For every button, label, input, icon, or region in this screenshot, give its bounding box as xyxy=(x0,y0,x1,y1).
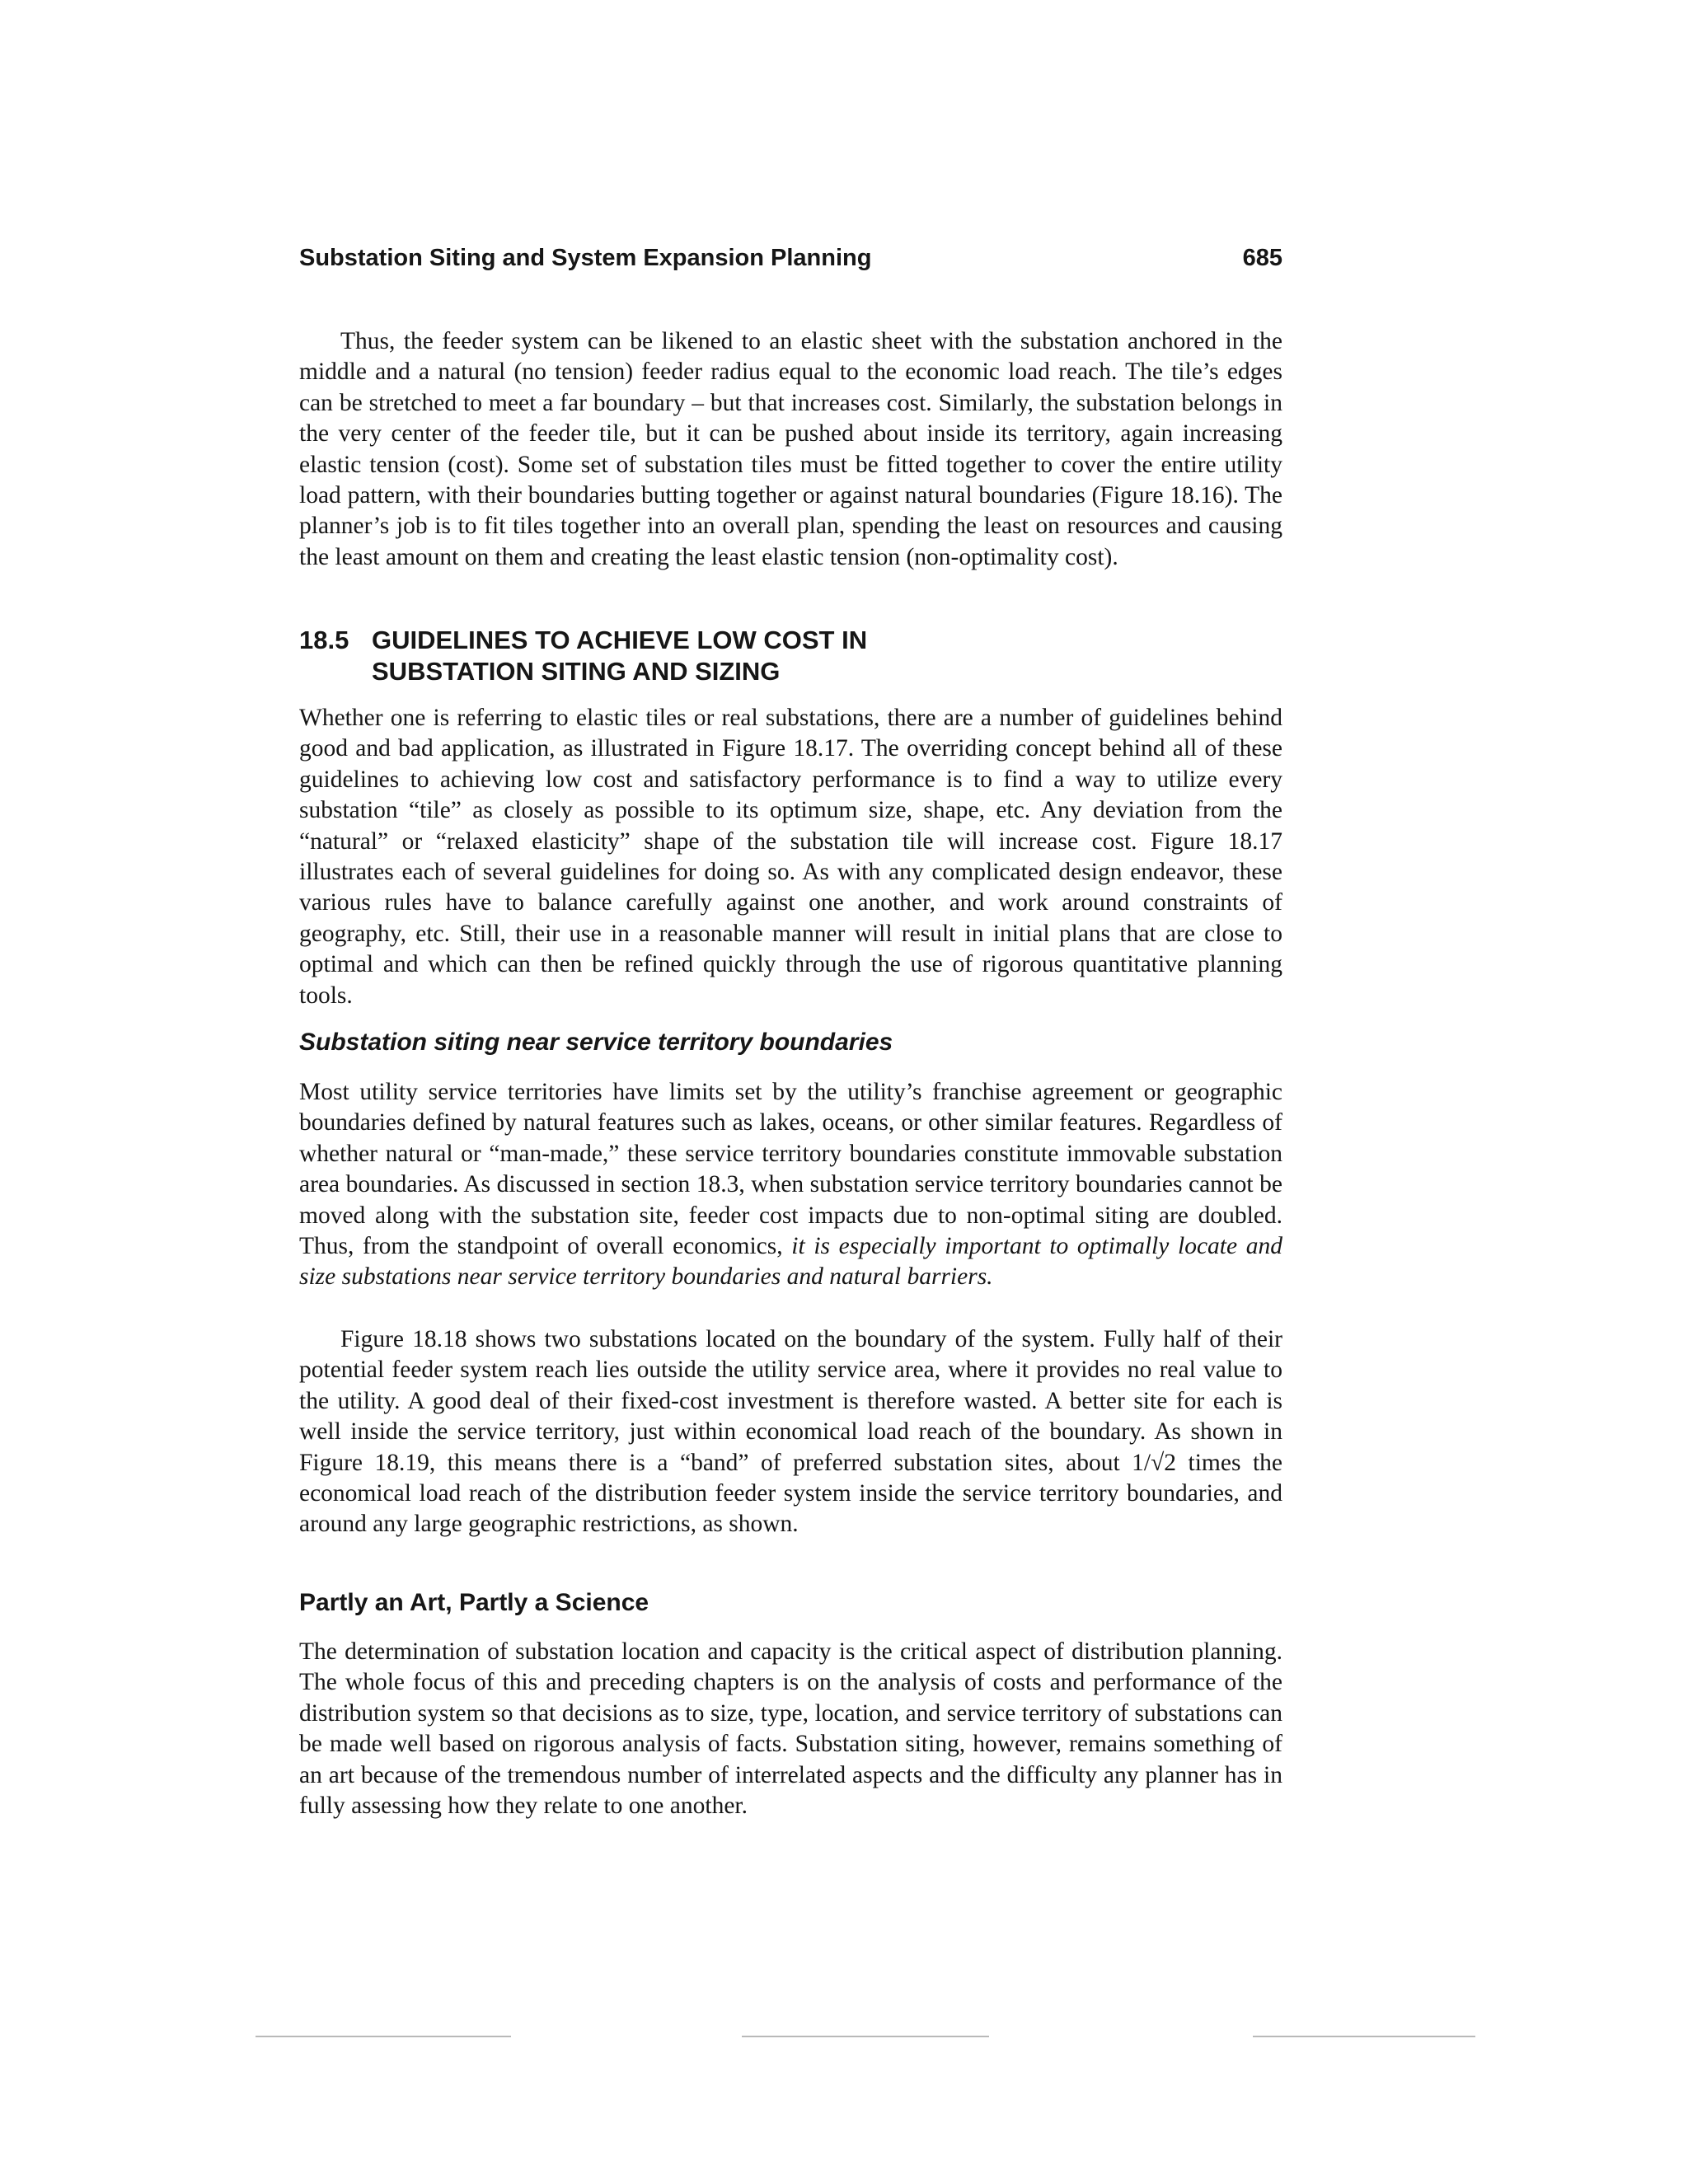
boundaries-paragraph-1-emphasis: it is especially important to optimally locate and size substations near service territory boundaries and natural barriers. xyxy=(299,1233,1282,1291)
running-title: Substation Siting and System Expansion Planning xyxy=(299,245,872,271)
scan-edge-mark xyxy=(256,2036,511,2037)
art-science-paragraph: The determination of substation location and capacity is the critical aspect of distribution planning. The whole focus of this and preceding chapters is on the analysis of costs and performance of the distribution system so that decisions as to size, type, location, and service territory of substations can be made well based on rigorous analysis of facts. Substation siting, however, remains something of an art because of the tremendous number of interrelated aspects and the difficulty any planner has in fully assessing how they relate to one another. xyxy=(299,1638,1282,1820)
page-number: 685 xyxy=(1242,245,1282,271)
scan-edge-mark xyxy=(742,2036,989,2037)
intro-paragraph: Thus, the feeder system can be likened to an elastic sheet with the substation anchored in the middle and a natural (no tension) feeder radius equal to the economic load reach. The tile’s edges can be stretched to meet a far boundary – but that increases cost. Similarly, the substation belongs in the very center of the feeder tile, but it can be pushed about inside its territory, again increasing elastic tension (cost). Some set of substation tiles must be fitted together to cover the entire utility load pattern, with their boundaries butting together or against natural boundaries (Figure 18.16). The planner’s job is to fit tiles together into an overall plan, spending the least on resources and causing the least amount on them and creating the least elastic tension (non-optimality cost). xyxy=(299,328,1282,570)
boundaries-paragraph-1 xyxy=(299,1077,1282,1293)
subsection-heading-art-science: Partly an Art, Partly a Science xyxy=(299,1589,649,1616)
boundaries-paragraph-2: Figure 18.18 shows two substations located on the boundary of the system. Fully half of their potential feeder system reach lies outside the utility service area, where it provides no real value to the utility. A good deal of their fixed-cost investment is therefore wasted. A better site for each is well inside the service territory, just within economical load reach of the boundary. As shown in Figure 18.19, this means there is a “band” of preferred substation sites, about 1/√2 times the economical load reach of the distribution feeder system inside the service territory boundaries, and around any large geographic restrictions, as shown. xyxy=(299,1326,1282,1538)
section-number: 18.5 xyxy=(299,626,349,654)
section-title-line-2: SUBSTATION SITING AND SIZING xyxy=(372,657,781,686)
section-title xyxy=(372,625,1196,687)
subsection-heading-boundaries: Substation siting near service territory boundaries xyxy=(299,1029,893,1056)
section-title-line-1: GUIDELINES TO ACHIEVE LOW COST IN xyxy=(372,626,868,654)
scan-edge-mark xyxy=(1253,2036,1475,2037)
section-paragraph: Whether one is referring to elastic tiles or real substations, there are a number of guidelines behind good and bad application, as illustrated in Figure 18.17. The overriding concept behind all of these guidelines to achieving low cost and satisfactory performance is to find a way to utilize every substation “tile” as closely as possible to its optimum size, shape, etc. Any deviation from the “natural” or “relaxed elasticity” shape of the substation tile will increase cost. Figure 18.17 illustrates each of several guidelines for doing so. As with any complicated design endeavor, these various rules have to balance carefully against one another, and work around constraints of geography, etc. Still, their use in a reasonable manner will result in initial plans that are close to optimal and which can then be refined quickly through the use of rigorous quantitative planning tools. xyxy=(299,705,1282,1009)
boundaries-paragraph-1-text: Most utility service territories have limits set by the utility’s franchise agreement or geographic boundaries defined by natural features such as lakes, oceans, or other similar features. Regardless of whether natural or “man-made,” these service territory boundaries constitute immovable substation area boundaries. As discussed in section 18.3, when substation service territory boundaries cannot be moved along with the substation site, feeder cost impacts due to non-optimal siting are doubled. Thus, from the standpoint of overall economics, xyxy=(299,1079,1282,1260)
